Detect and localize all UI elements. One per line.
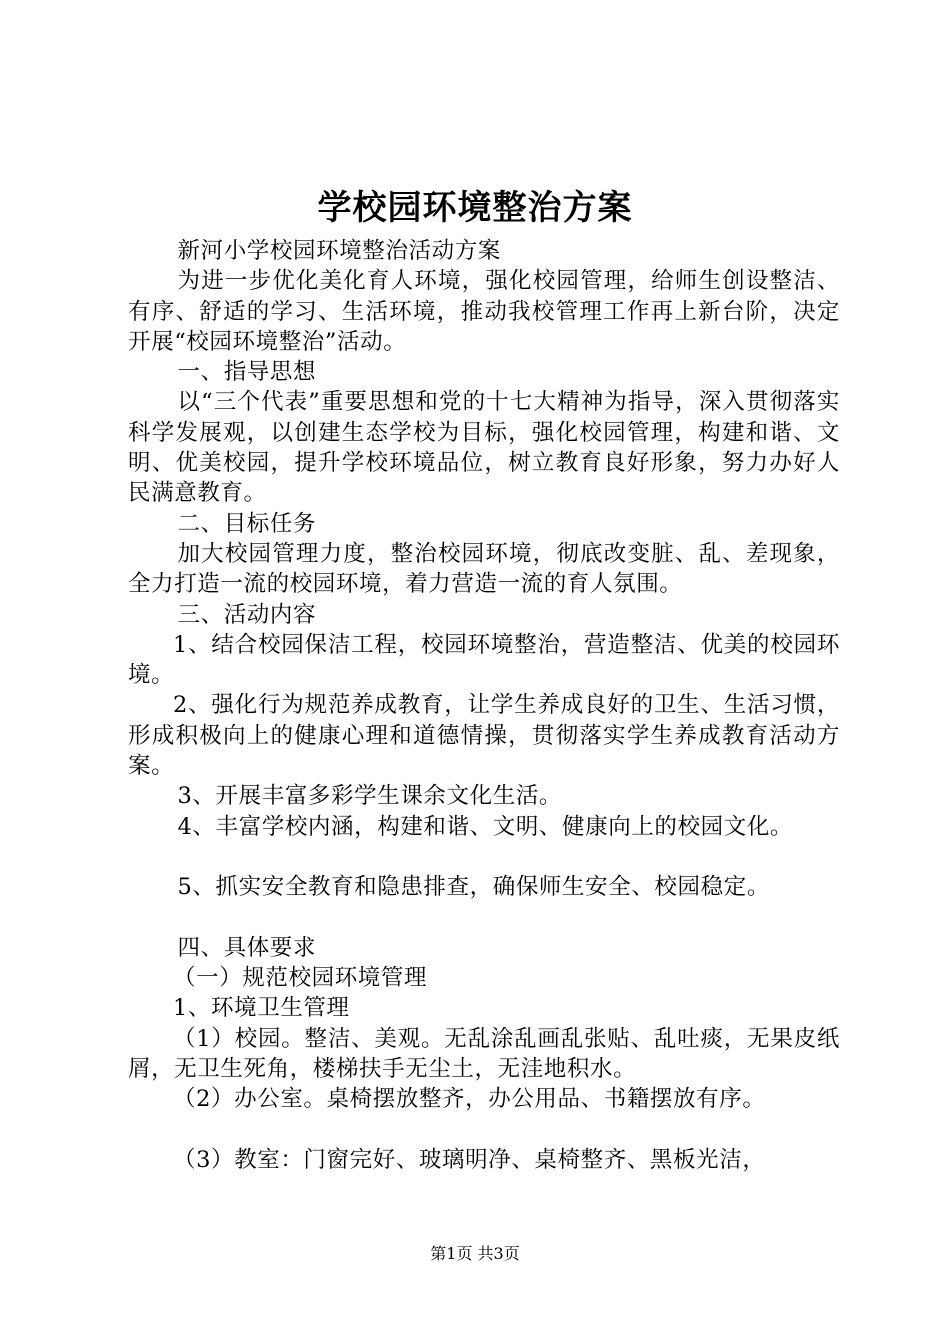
activity-item-3: 3、开展丰富多彩学生课余文化生活。 [177,783,563,810]
requirement-heading-sanitation: 1、环境卫生管理 [173,995,350,1022]
subtitle-paragraph: 新河小学校园环境整治活动方案 [177,238,501,264]
activity-item-5: 5、抓实安全教育和隐患排查，确保师生安全、校园稳定。 [177,874,770,901]
document-title: 学校园环境整治方案 [317,188,633,228]
section-heading-requirements: 四、具体要求 [177,934,317,961]
goals-paragraph: 加大校园管理力度，整治校园环境，彻底改变脏、乱、差现象，全力打造一流的校园环境，着力营造一流的育人氛围。 [128,540,840,598]
activity-item-4: 4、丰富学校内涵，构建和谐、文明、健康向上的校园文化。 [177,813,794,840]
page-number: 第1页 共3页 [430,1244,520,1263]
requirement-item-classroom: （3）教室：门窗完好、玻璃明净、桌椅整齐、黑板光洁， [173,1146,766,1173]
section-heading-goals: 二、目标任务 [177,510,317,537]
requirement-item-office: （2）办公室。桌椅摆放整齐，办公用品、书籍摆放有序。 [173,1086,766,1113]
section-heading-guiding-ideology: 一、指导思想 [177,359,317,386]
activity-item-2: 2、强化行为规范养成教育，让学生养成良好的卫生、生活习惯，形成积极向上的健康心理和道德情操，贯彻落实学生养成教育活动方案。 [128,692,840,780]
guiding-ideology-paragraph: 以“三个代表”重要思想和党的十七大精神为指导，深入贯彻落实科学发展观，以创建生态学校为目标，强化校园管理，构建和谐、文明、优美校园，提升学校环境品位，树立教育良好形象，努力办好人民满意教育。 [128,389,840,507]
activity-item-1: 1、结合校园保洁工程，校园环境整治，营造整洁、优美的校园环境。 [128,631,840,689]
section-heading-activities: 三、活动内容 [177,601,317,628]
subsection-heading-1: （一）规范校园环境管理 [173,965,428,992]
intro-paragraph: 为进一步优化美化育人环境，强化校园管理，给师生创设整洁、有序、舒适的学习、生活环境，推动我校管理工作再上新台阶，决定开展“校园环境整治”活动。 [128,268,840,355]
document-body [128,236,840,1175]
requirement-item-campus: （1）校园。整洁、美观。无乱涂乱画乱张贴、乱吐痰，无果皮纸屑，无卫生死角，楼梯扶手无尘土，无洼地积水。 [128,1025,840,1083]
